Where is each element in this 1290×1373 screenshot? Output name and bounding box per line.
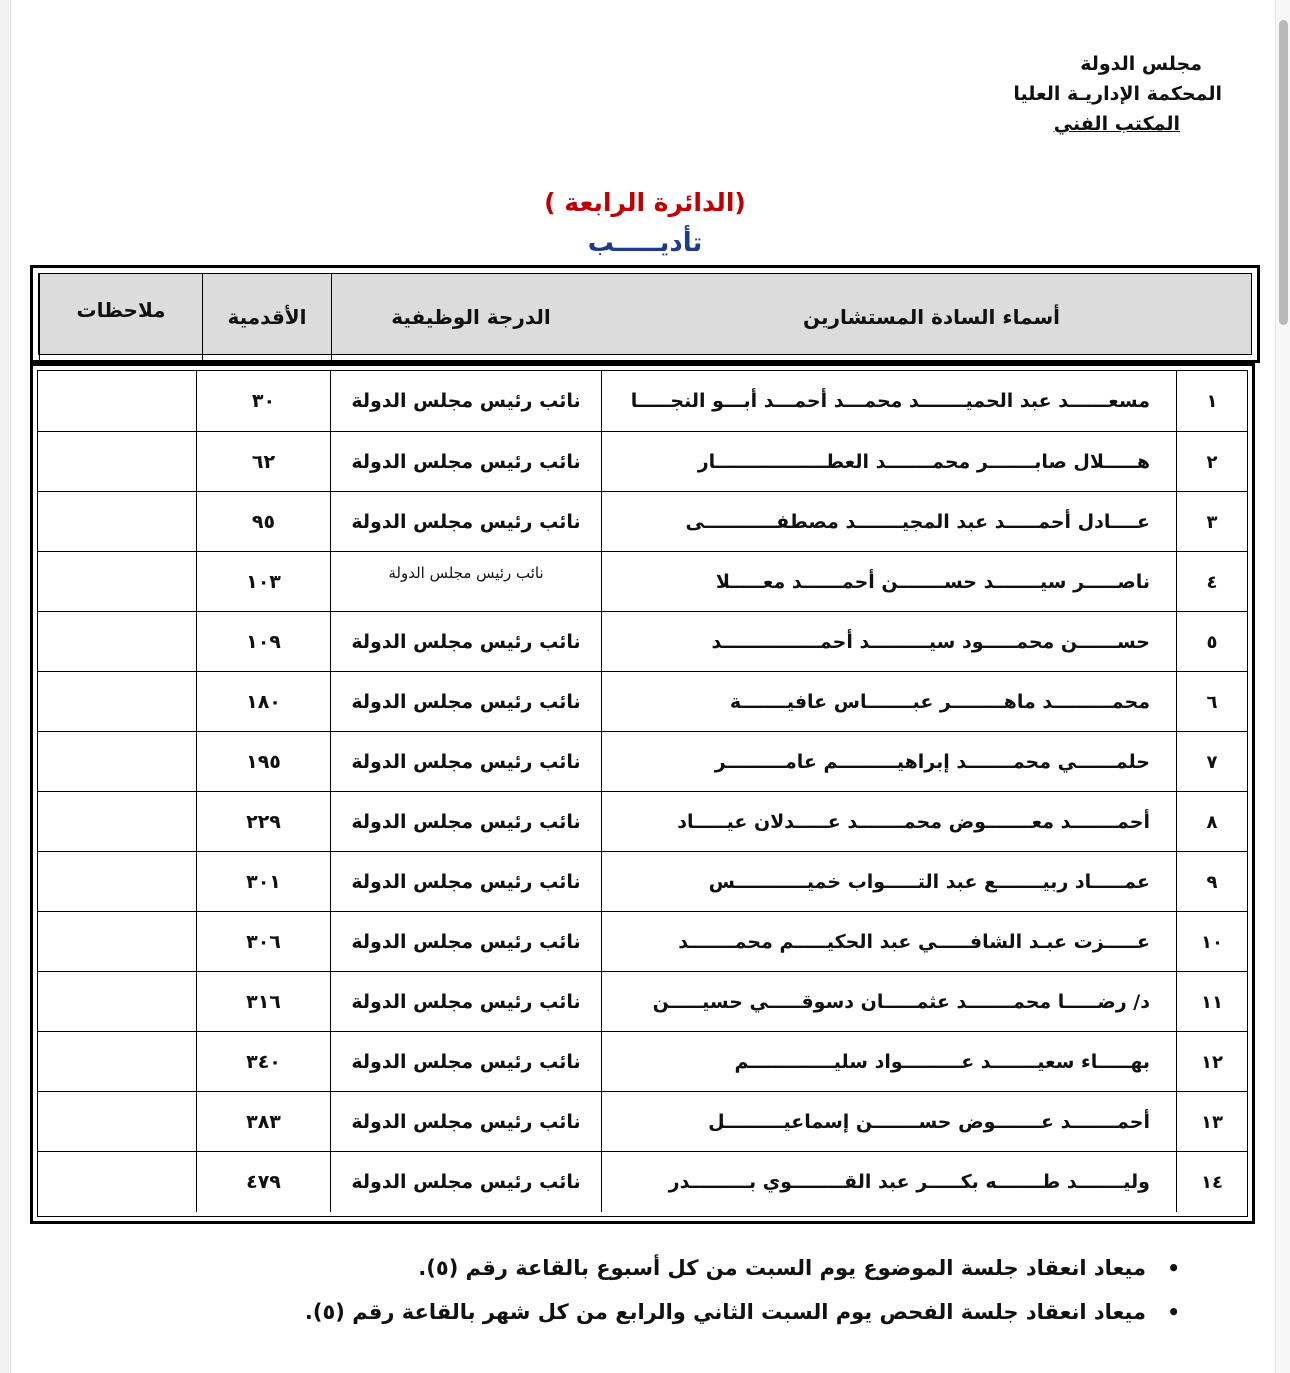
- counselor-name: عمـــــاد ربيـــــــع عبد التـــــواب خميـــــــــــس: [601, 852, 1176, 912]
- job-grade: نائب رئيس مجلس الدولة: [330, 792, 601, 852]
- notes-cell: [38, 912, 196, 972]
- bullet-icon: •: [1167, 1256, 1180, 1280]
- counselor-name: أحمـــــــد عـــــــوض حســـــــن إسماعيـــــــــل: [601, 1092, 1176, 1152]
- notes-cell: [38, 612, 196, 672]
- job-grade: نائب رئيس مجلس الدولة: [330, 672, 601, 732]
- notes-cell: [38, 492, 196, 552]
- counselor-name: وليـــــــد طـــــــه بكـــــر عبد القــــــــوي بـــــــــدر: [601, 1152, 1176, 1212]
- notes-cell: [38, 852, 196, 912]
- counselor-name: حســــــن محمـــــود سيـــــــــد أحمـــــــــــــــد: [601, 612, 1176, 672]
- job-grade: نائب رئيس مجلس الدولة: [330, 912, 601, 972]
- table-row: [38, 971, 1247, 1032]
- seniority-number: ١٩٥: [196, 732, 330, 792]
- counselor-name: د/ رضـــــا محمـــــــد عثمـــــان دسوقـــــي حسيـــــن: [601, 972, 1176, 1032]
- seniority-number: ٣٨٣: [196, 1092, 330, 1152]
- job-grade: نائب رئيس مجلس الدولة: [330, 732, 601, 792]
- footer-note-text: ميعاد انعقاد جلسة الفحص يوم السبت الثاني والرابع من كل شهر بالقاعة رقم (٥).: [304, 1300, 1146, 1324]
- row-index: ٨: [1176, 792, 1247, 852]
- footer-note-text: ميعاد انعقاد جلسة الموضوع يوم السبت من كل أسبوع بالقاعة رقم (٥).: [418, 1256, 1146, 1280]
- counselor-name: بهـــــاء سعيـــــــد عـــــــــواد سليـــــــــــــم: [601, 1032, 1176, 1092]
- job-grade: نائب رئيس مجلس الدولة: [330, 1092, 601, 1152]
- category-title: تأديـــــب: [587, 228, 703, 258]
- bullet-icon: •: [1167, 1300, 1180, 1324]
- seniority-number: ١٠٣: [196, 552, 330, 612]
- seniority-number: ١٨٠: [196, 672, 330, 732]
- counselor-name: حلمــــــي محمـــــــد إبراهيـــــــــم عامـــــــــر: [601, 732, 1176, 792]
- table-row: [38, 731, 1247, 792]
- seniority-number: ٤٧٩: [196, 1152, 330, 1212]
- row-index: ٦: [1176, 672, 1247, 732]
- counselor-name: أحمـــــــد معـــــــوض محمـــــــد عـــــدلان عيـــــاد: [601, 792, 1176, 852]
- footer-note: [305, 1246, 1180, 1290]
- row-index: ١١: [1176, 972, 1247, 1032]
- counselor-name: مسعــــــد عبد الحميـــــــد محمـــد أحمـــد أبـــو النجـــــا: [601, 371, 1176, 431]
- job-grade: نائب رئيس مجلس الدولة: [330, 972, 601, 1032]
- table-row: [38, 1151, 1247, 1212]
- row-index: ١٢: [1176, 1032, 1247, 1092]
- seniority-number: ٣٠: [196, 371, 330, 431]
- job-grade: نائب رئيس مجلس الدولة: [330, 612, 601, 672]
- row-index: ٤: [1176, 552, 1247, 612]
- job-grade: نائب رئيس مجلس الدولة: [330, 432, 601, 492]
- notes-cell: [38, 1152, 196, 1212]
- seniority-number: ٣٠٦: [196, 912, 330, 972]
- column-header-seniority: الأقدمية: [202, 274, 331, 360]
- column-header-grade: الدرجة الوظيفية: [331, 274, 610, 360]
- column-header-notes: ملاحظات: [39, 274, 202, 360]
- notes-cell: [38, 552, 196, 612]
- notes-cell: [38, 1092, 196, 1152]
- column-header-names: أسماء السادة المستشارين: [802, 305, 1061, 329]
- scrollbar-thumb[interactable]: [1279, 20, 1288, 325]
- job-grade: نائب رئيس مجلس الدولة: [330, 1152, 601, 1212]
- job-grade: نائب رئيس مجلس الدولة: [330, 1032, 601, 1092]
- counselor-name: هـــــلال صابـــــــر محمـــــــد العطـــــــــــــــــار: [601, 432, 1176, 492]
- notes-cell: [38, 792, 196, 852]
- org-name-line1: مجلس الدولة: [1080, 53, 1202, 75]
- table-row: [38, 371, 1247, 431]
- counselor-name: ناصـــــر سيـــــــد حســـــــن أحمــــــد معـــــلا: [601, 552, 1176, 612]
- table-header-inner: [38, 273, 1252, 355]
- seniority-number: ٣٠١: [196, 852, 330, 912]
- row-index: ٣: [1176, 492, 1247, 552]
- counselor-name: عـــــزت عبـد الشافـــــي عبد الحكيـــــم محمـــــــد: [601, 912, 1176, 972]
- seniority-number: ٣١٦: [196, 972, 330, 1032]
- row-index: ٧: [1176, 732, 1247, 792]
- seniority-number: ٩٥: [196, 492, 330, 552]
- notes-cell: [38, 432, 196, 492]
- org-name-line3: المكتب الفني: [1053, 113, 1180, 135]
- org-name-line2: المحكمة الإداريـة العليا: [1013, 83, 1222, 105]
- seniority-number: ٢٢٩: [196, 792, 330, 852]
- table-header: [30, 265, 1260, 363]
- row-index: ١٠: [1176, 912, 1247, 972]
- job-grade: نائب رئيس مجلس الدولة: [330, 492, 601, 552]
- seniority-number: ٣٤٠: [196, 1032, 330, 1092]
- job-grade: نائب رئيس مجلس الدولة: [330, 852, 601, 912]
- notes-cell: [38, 1032, 196, 1092]
- notes-cell: [38, 371, 196, 431]
- row-index: ٥: [1176, 612, 1247, 672]
- table-row: [38, 911, 1247, 972]
- table-row: [38, 1031, 1247, 1092]
- row-index: ١٣: [1176, 1092, 1247, 1152]
- table-row: [38, 791, 1247, 852]
- counselor-name: محمـــــــــد ماهــــــــر عبـــــــاس عافيـــــــة: [601, 672, 1176, 732]
- footer-note: [305, 1290, 1180, 1334]
- notes-cell: [38, 732, 196, 792]
- row-index: ١٤: [1176, 1152, 1247, 1212]
- table-row: [38, 851, 1247, 912]
- table-row: [38, 551, 1247, 612]
- table-body: [30, 363, 1255, 1224]
- seniority-number: ٦٢: [196, 432, 330, 492]
- notes-cell: [38, 672, 196, 732]
- table-row: [38, 431, 1247, 492]
- row-index: ١: [1176, 371, 1247, 431]
- circuit-title: (الدائرة الرابعة ): [544, 188, 746, 217]
- row-index: ٩: [1176, 852, 1247, 912]
- table-rows: [37, 370, 1248, 1217]
- footer-notes: [305, 1246, 1180, 1334]
- counselor-name: عــــادل أحمـــــد عبد المجيـــــــد مصطفـــــــــــى: [601, 492, 1176, 552]
- notes-cell: [38, 972, 196, 1032]
- row-index: ٢: [1176, 432, 1247, 492]
- table-row: [38, 611, 1247, 672]
- table-row: [38, 491, 1247, 552]
- seniority-number: ١٠٩: [196, 612, 330, 672]
- table-row: [38, 671, 1247, 732]
- job-grade: نائب رئيس مجلس الدولة: [330, 371, 601, 431]
- job-grade: نائب رئيس مجلس الدولة: [330, 552, 601, 612]
- table-row: [38, 1091, 1247, 1152]
